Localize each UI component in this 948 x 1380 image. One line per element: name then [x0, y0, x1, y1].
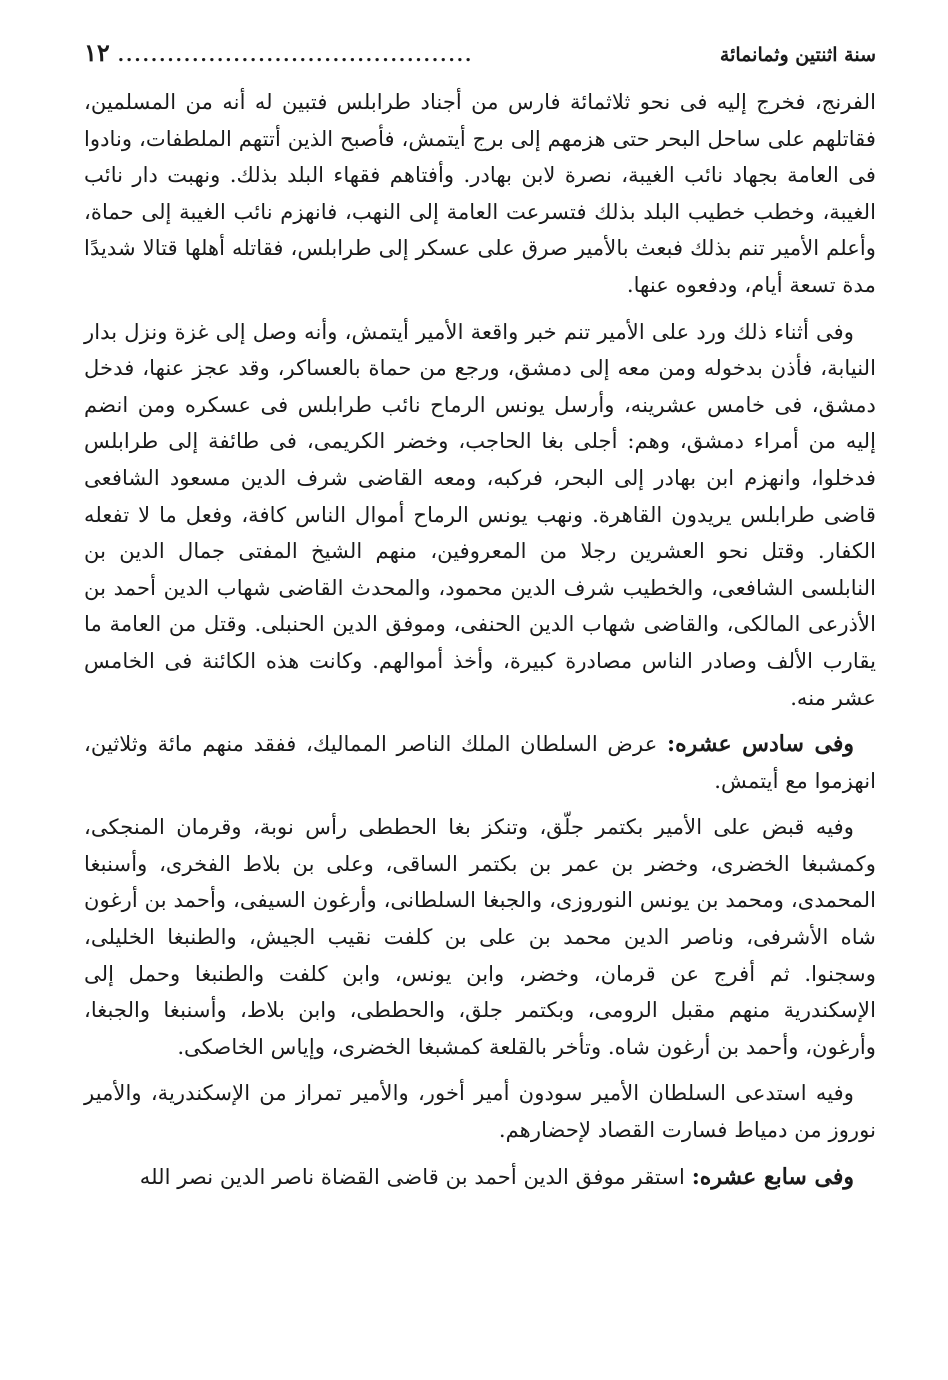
- running-title: سنة اثنتين وثمانمائة: [719, 44, 876, 66]
- paragraph: [84, 1159, 876, 1196]
- paragraph: [84, 1075, 876, 1148]
- paragraph: [84, 314, 876, 717]
- paragraph-text: استقر موفق الدين أحمد بن قاضى القضاة ناصر الدين نصر الله: [139, 1163, 692, 1189]
- page-number: ١٢: [84, 38, 110, 67]
- paragraph-text: وفى أثناء ذلك ورد على الأمير تنم خبر واقعة الأمير أيتمش، وأنه وصل إلى غزة ونزل بدار النيابة، فأذن بدخوله ومن معه إلى دمشق، ورجع من حماة بالعساكر، وقد عجز عنها، فدخل دمشق، فى خامس عشرينه، وأرسل يونس الرماح نائب طرابلس فى عسكره ومن انضم إليه من أمراء دمشق، وهم: أجلى بغا الحاجب، وخضر الكريمى، فى طائفة إلى طرابلس فدخلوا، وانهزم ابن بهادر إلى البحر، فركبه، ومعه القاضى شرف الدين مسعود الشافعى قاضى طرابلس يريدون القاهرة. ونهب يونس الرماح أموال الناس كافة، وفعل ما لا تفعله الكفار. وقتل نحو العشرين رجلا من المعروفين، منهم الشيخ المفتى جمال الدين بن النابلسى الشافعى، والخطيب شرف الدين محمود، والمحدث القاضى شهاب الدين أحمد بن الأذرعى المالكى، والقاضى شهاب الدين الحنفى، وموفق الدين الحنبلى. وقتل من العامة ما يقارب الألف وصادر الناس مصادرة كبيرة، وأخذ أموالهم. وكانت هذه الكائنة فى الخامس عشر منه.: [84, 318, 876, 710]
- paragraph: [84, 809, 876, 1065]
- page-header: [84, 38, 876, 78]
- header-number-group: [84, 38, 473, 67]
- paragraph-text: وفيه قبض على الأمير بكتمر جلّق، وتنكز بغا الحططى رأس نوبة، وقرمان المنجكى، وكمشبغا الخضرى، وخضر بن عمر بن بكتمر الساقى، وعلى بن بلاط الفخرى، وأسنبغا المحمدى، ومحمد بن يونس النوروزى، والجبغا السلطانى، وأرغون السيفى، وأحمد بن أرغون شاه الأشرفى، وناصر الدين محمد بن على بن كلفت نقيب الجيش، والطنبغا الخليلى، وسجنوا. ثم أفرج عن قرمان، وخضر، وابن يونس، وابن كلفت والطنبغا وحمل إلى الإسكندرية منهم مقبل الرومى، وبكتمر جلق، والحططى، وابن بلاط، وأسنبغا والجبغا، وأرغون، وأحمد بن أرغون شاه. وتأخر بالقلعة كمشبغا الخضرى، وإياس الخاصكى.: [84, 814, 876, 1059]
- paragraph: [84, 84, 876, 304]
- paragraph-lead: وفى سابع عشره:: [691, 1163, 854, 1190]
- paragraph-text: الفرنج، فخرج إليه فى نحو ثلاثمائة فارس من أجناد طرابلس فتبين له أنه من المسلمين، فقاتلهم على ساحل البحر حتى هزمهم إلى برج أيتمش، فأصبح الذين أتتهم الملطفات، ونادوا فى العامة بجهاد نائب الغيبة، نصرة لابن بهادر. وأفتاهم فقهاء البلد بذلك. ونهبت دار نائب الغيبة، وخطب خطيب البلد بذلك فتسرعت العامة إلى النهب، فانهزم نائب الغيبة إلى حماة، وأعلم الأمير تنم بذلك فبعث بالأمير صرق على عسكر إلى طرابلس، فقاتله أهلها قتالا شديدًا مدة تسعة أيام، ودفعوه عنها.: [84, 89, 876, 297]
- paragraph-lead: وفى سادس عشره:: [667, 731, 854, 758]
- header-leader-dots: ...........................................: [117, 45, 474, 66]
- paragraph: [84, 726, 876, 799]
- paragraph-text: وفيه استدعى السلطان الأمير سودون أمير أخور، والأمير تمراز من الإسكندرية، والأمير نوروز من دمياط فسارت القصاد لإحضارهم.: [84, 1080, 876, 1143]
- paragraph-text: عرض السلطان الملك الناصر المماليك، ففقد منهم مائة وثلاثين، انهزموا مع أيتمش.: [84, 731, 876, 793]
- body-text: [84, 84, 876, 1195]
